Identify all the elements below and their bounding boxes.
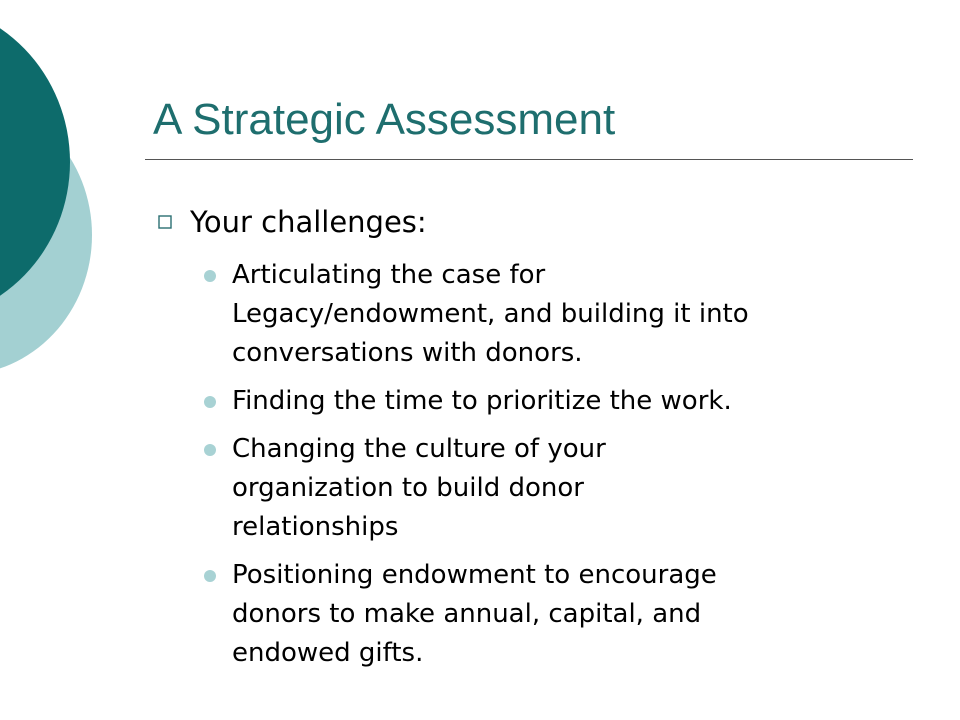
list-item [158, 556, 918, 673]
decorative-circles [0, 0, 120, 400]
list-item [158, 382, 918, 421]
dot-bullet-icon [204, 396, 216, 408]
slide-title: A Strategic Assessment [153, 95, 616, 144]
dot-bullet-icon [204, 270, 216, 282]
list-item-text: Articulating the case for Legacy/endowment, and building it into conversations with donors. [232, 260, 749, 368]
title-divider [145, 159, 913, 160]
challenges-list [158, 256, 918, 673]
list-item-text: Finding the time to prioritize the work. [232, 386, 732, 416]
dot-bullet-icon [204, 570, 216, 582]
list-item-text: Positioning endowment to encourage donors to make annual, capital, and endowed gifts. [232, 560, 717, 668]
bullet-level-1 [158, 200, 918, 244]
slide-body [158, 200, 918, 682]
list-item-text: Changing the culture of your organization to build donor relationships [232, 434, 606, 542]
square-outline-bullet-icon [158, 200, 190, 244]
list-item [158, 430, 918, 547]
dot-bullet-icon [204, 444, 216, 456]
bullet-heading-text: Your challenges: [190, 205, 427, 239]
list-item [158, 256, 918, 373]
